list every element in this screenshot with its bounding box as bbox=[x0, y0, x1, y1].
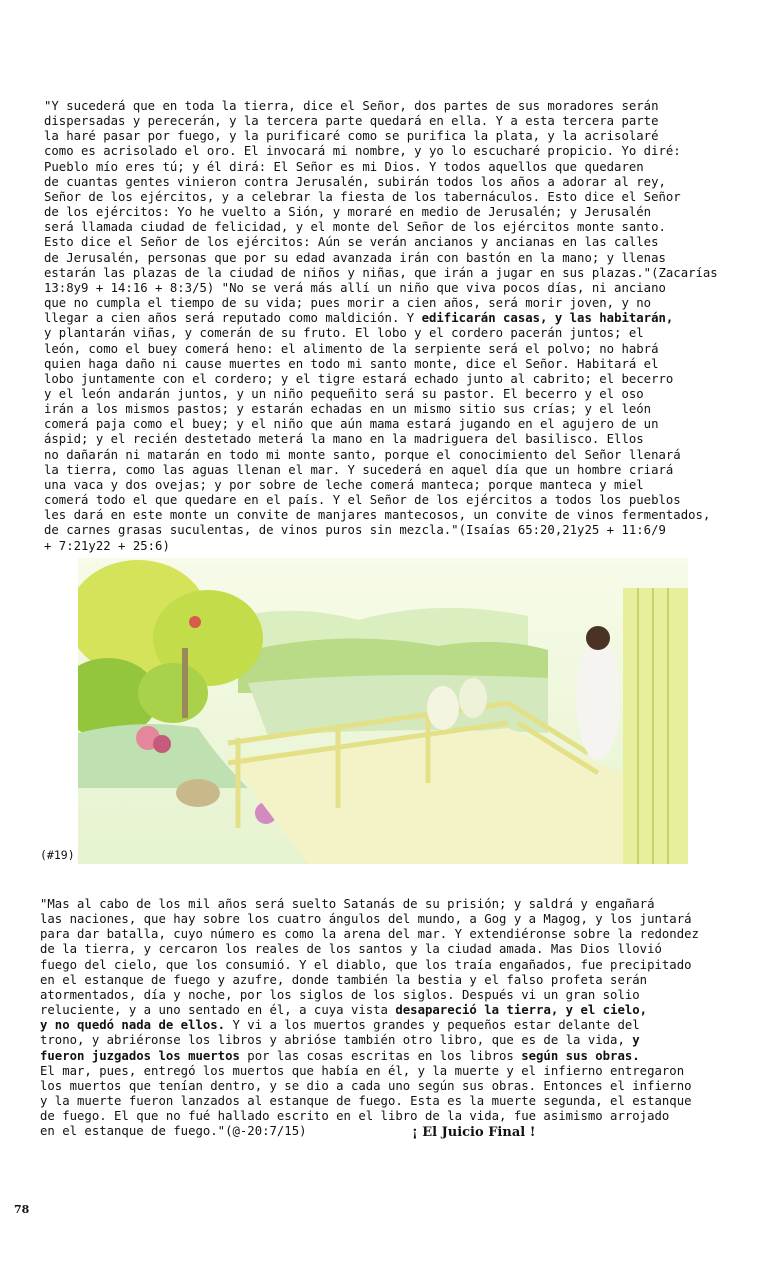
line: no dañarán ni matarán en todo mi monte santo, porque el conocimiento del Señor llenará bbox=[44, 447, 681, 462]
line: y el león andarán juntos, y un niño pequeñito será su pastor. El becerro y el oso bbox=[44, 386, 644, 401]
house-wall bbox=[623, 588, 688, 864]
line: que no cumpla el tiempo de su vida; pues morir a cien años, será morir joven, y no bbox=[44, 296, 652, 311]
woman-hair bbox=[586, 626, 610, 650]
line: como es acrisolado el oro. El invocará mi nombre, y yo lo escucharé propicio. Yo diré: bbox=[44, 144, 681, 159]
bush bbox=[138, 663, 208, 723]
line: y la muerte fueron lanzados al estanque de fuego. Esta es la muerte segunda, el estanque bbox=[40, 1094, 692, 1109]
line: para dar batalla, cuyo número es como la arena del mar. Y extendiéronse sobre la redondez bbox=[40, 927, 699, 942]
line: irán a los mismos pastos; y estarán echadas en un mismo sitio sus crías; y el león bbox=[44, 402, 652, 417]
line: león, como el buey comerá heno: el alimento de la serpiente será el polvo; no habrá bbox=[44, 341, 659, 356]
bold-phrase: según sus obras. bbox=[521, 1048, 640, 1063]
line: comerá paja como el buey; y el niño que aún mama estará jugando en el agujero de un bbox=[44, 417, 659, 432]
line: de cuantas gentes vinieron contra Jerusalén, subirán todos los años a adorar al rey, bbox=[44, 174, 666, 189]
closing-title: ¡ El Juicio Final ! bbox=[412, 1125, 536, 1140]
bold-phrase: desapareció la tierra, y el cielo, bbox=[395, 1003, 648, 1018]
line: en el estanque de fuego y azufre, donde también la bestia y el falso profeta serán bbox=[40, 972, 648, 987]
line: "Mas al cabo de los mil años será suelto Satanás de su prisión; y saldrá y engañará bbox=[40, 897, 655, 911]
line: por las cosas escritas en los libros bbox=[239, 1048, 522, 1063]
line: las naciones, que hay sobre los cuatro ángulos del mundo, a Gog y a Magog, y los juntará bbox=[40, 912, 692, 927]
line: una vaca y dos ovejas; y por sobre de leche comerá manteca; porque manteca y miel bbox=[44, 477, 644, 492]
bottom-passage bbox=[40, 897, 699, 1140]
standing-woman bbox=[576, 636, 620, 760]
line: Y vi a los muertos grandes y pequeños estar delante del bbox=[225, 1018, 640, 1033]
bold-phrase: y bbox=[632, 1033, 640, 1048]
top-passage bbox=[44, 99, 718, 554]
page-number: 78 bbox=[14, 1203, 30, 1216]
line: atormentados, día y noche, por los siglos de los siglos. Después vi un gran solio bbox=[40, 987, 640, 1002]
line: reluciente, y a uno sentado en él, a cuya vista bbox=[40, 1003, 396, 1018]
line: de carnes grasas suculentas, de vinos puros sin mezcla."(Isaías 65:20,21y25 + 11:6/9 bbox=[44, 523, 666, 538]
line: Pueblo mío eres tú; y él dirá: El Señor es mi Dios. Y todos aquellos que quedaren bbox=[44, 159, 644, 174]
line: estarán las plazas de la ciudad de niños y niñas, que irán a jugar en sus plazas."(Zacarías bbox=[44, 265, 718, 280]
line: Esto dice el Señor de los ejércitos: Aún se verán ancianos y ancianas en las calles bbox=[44, 235, 659, 250]
line: la tierra, como las aguas llenan el mar. Y sucederá en aquel día que un hombre criará bbox=[44, 462, 674, 477]
line: Señor de los ejércitos, y a celebrar la fiesta de los tabernáculos. Esto dice el Señor bbox=[44, 189, 681, 204]
line: llegar a cien años será reputado como maldición. Y bbox=[44, 311, 422, 326]
line: áspid; y el recién destetado meterá la mano en la madriguera del basilisco. Ellos bbox=[44, 432, 644, 447]
tree-trunk bbox=[182, 648, 188, 718]
line: será llamada ciudad de felicidad, y el monte del Señor de los ejércitos monte santo. bbox=[44, 220, 666, 235]
line: dispersadas y perecerán, y la tercera parte quedará en ella. Y a esta tercera parte bbox=[44, 114, 659, 129]
line: de los ejércitos: Yo he vuelto a Sión, y moraré en medio de Jerusalén; y Jerusalén bbox=[44, 205, 652, 220]
line: trono, y abriéronse los libros y abrióse también otro libro, que es de la vida, bbox=[40, 1033, 633, 1048]
bold-phrase: y no quedó nada de ellos. bbox=[40, 1018, 226, 1033]
line: en el estanque de fuego."(@-20:7/15) bbox=[40, 1124, 307, 1139]
line: de Jerusalén, personas que por su edad avanzada irán con bastón en la mano; y llenas bbox=[44, 250, 666, 265]
line: los muertos que tenían dentro, y se dio a cada uno según sus obras. Entonces el infierno bbox=[40, 1078, 692, 1093]
line: 13:8y9 + 14:16 + 8:3/5) "No se verá más allí un niño que viva pocos días, ni anciano bbox=[44, 280, 666, 295]
bold-phrase: fueron juzgados los muertos bbox=[40, 1048, 240, 1063]
line: quien haga daño ni cause muertes en todo mi santo monte, dice el Señor. Habitará el bbox=[44, 356, 659, 371]
seated-person bbox=[427, 686, 459, 730]
line: lobo juntamente con el cordero; y el tigre estará echado junto al cabrito; el becerro bbox=[44, 371, 674, 386]
line: "Y sucederá que en toda la tierra, dice el Señor, dos partes de sus moradores serán bbox=[44, 99, 659, 113]
seated-person bbox=[459, 678, 487, 718]
figure-caption: (#19) bbox=[40, 848, 75, 862]
flower-bed bbox=[153, 735, 171, 753]
line: y plantarán viñas, y comerán de su fruto. El lobo y el cordero pacerán juntos; el bbox=[44, 326, 644, 341]
line: les dará en este monte un convite de manjares mantecosos, un convite de vinos fermentados, bbox=[44, 508, 711, 523]
line: El mar, pues, entregó los muertos que había en él, y la muerte y el infierno entregaron bbox=[40, 1063, 685, 1078]
paradise-garden-illustration bbox=[78, 558, 688, 864]
line: de la tierra, y cercaron los reales de los santos y la ciudad amada. Mas Dios llovió bbox=[40, 942, 662, 957]
line: fuego del cielo, que los consumió. Y el diablo, que los traía engañados, fue precipitado bbox=[40, 957, 692, 972]
lamb bbox=[176, 779, 220, 807]
line: comerá todo el que quedare en el país. Y el Señor de los ejércitos a todos los pueblos bbox=[44, 493, 681, 508]
line: de fuego. El que no fué hallado escrito en el libro de la vida, fue asimismo arrojado bbox=[40, 1109, 670, 1124]
child-in-tree bbox=[189, 616, 201, 628]
line: la haré pasar por fuego, y la purificaré como se purifica la plata, y la acrisolaré bbox=[44, 129, 659, 144]
line: + 7:21y22 + 25:6) bbox=[44, 538, 170, 553]
bold-phrase: edificarán casas, y las habitarán, bbox=[421, 311, 674, 326]
